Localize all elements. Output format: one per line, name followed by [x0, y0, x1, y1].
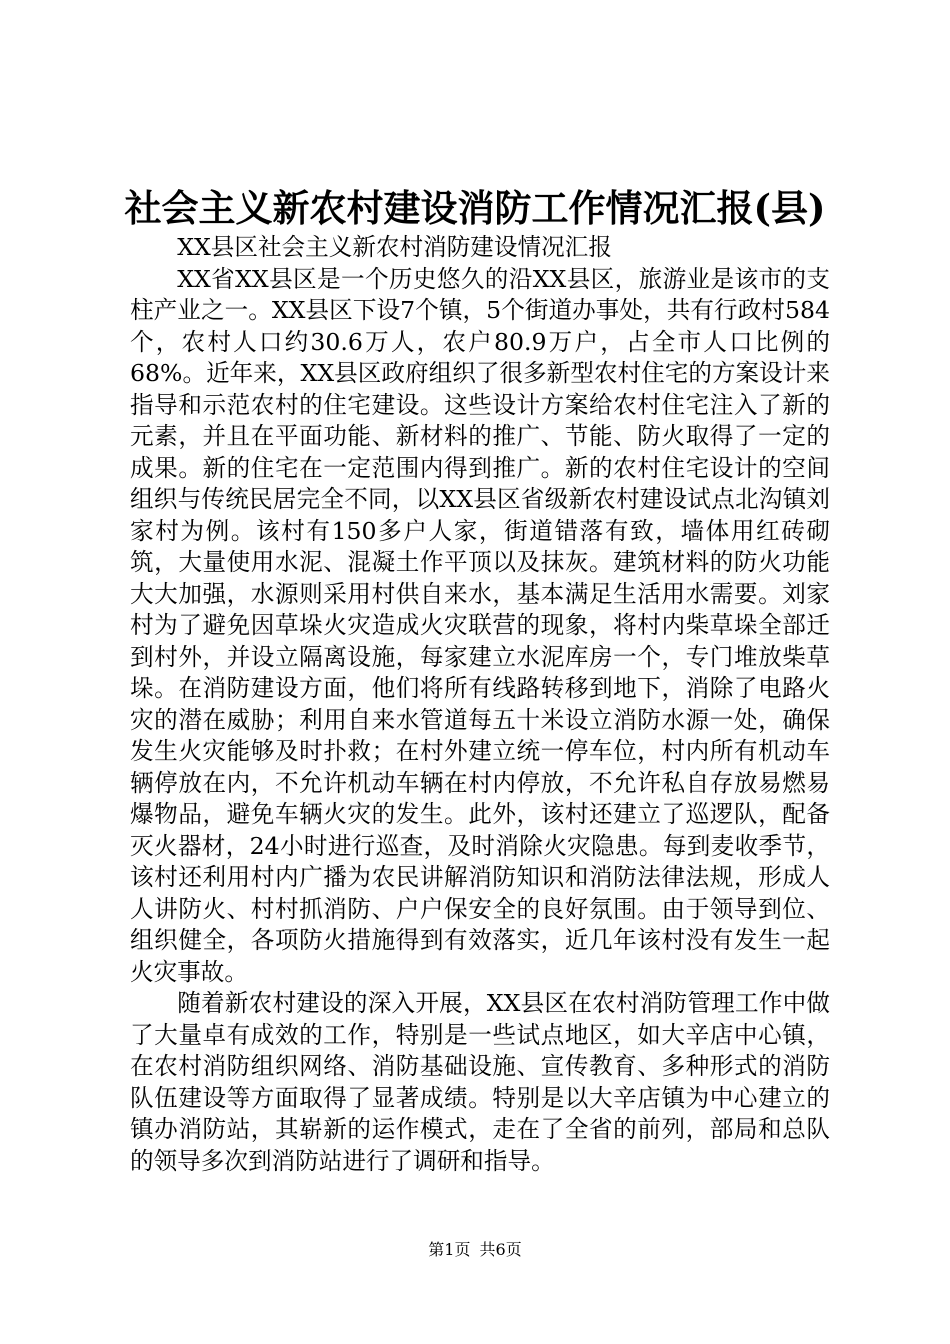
body-subtitle: XX县区社会主义新农村消防建设情况汇报 — [177, 233, 612, 261]
document-title: 社会主义新农村建设消防工作情况汇报(县) — [124, 186, 826, 230]
page-number: 第1页 — [428, 1240, 471, 1259]
document-body — [130, 232, 830, 1177]
page-total: 共6页 — [479, 1240, 522, 1259]
body-paragraph: XX省XX县区是一个历史悠久的沿XX县区，旅游业是该市的支柱产业之一。XX县区下设7个镇，5个街道办事处，共有行政村584个，农村人口约30.6万人，农户80.9万户，占全市人口比例的68%。近年来，XX县区政府组织了很多新型农村住宅的方案设计来指导和示范农村的住宅建设。这些设计方案给农村住宅注入了新的元素，并且在平面功能、新材料的推广、节能、防火取得了一定的成果。新的住宅在一定范围内得到推广。新的农村住宅设计的空间组织与传统民居完全不同，以XX县区省级新农村建设试点北沟镇刘家村为例。该村有150多户人家，街道错落有致，墙体用红砖砌筑，大量使用水泥、混凝土作平顶以及抹灰。建筑材料的防火功能大大加强，水源则采用村供自来水，基本满足生活用水需要。刘家村为了避免因草垛火灾造成火灾联营的现象，将村内柴草垛全部迁到村外，并设立隔离设施，每家建立水泥库房一个，专门堆放柴草垛。在消防建设方面，他们将所有线路转移到地下，消除了电路火灾的潜在威胁；利用自来水管道每五十米设立消防水源一处，确保发生火灾能够及时扑救；在村外建立统一停车位，村内所有机动车辆停放在内，不允许机动车辆在村内停放，不允许私自存放易燃易爆物品，避免车辆火灾的发生。此外，该村还建立了巡逻队，配备灭火器材，24小时进行巡查，及时消除火灾隐患。每到麦收季节，该村还利用村内广播为农民讲解消防知识和消防法律法规，形成人人讲防火、村村抓消防、户户保安全的良好氛围。由于领导到位、组织健全，各项防火措施得到有效落实，近几年该村没有发生一起火灾事故。 — [130, 264, 830, 986]
page-footer — [0, 1240, 950, 1260]
body-paragraph: 随着新农村建设的深入开展，XX县区在农村消防管理工作中做了大量卓有成效的工作，特别是一些试点地区，如大辛店中心镇，在农村消防组织网络、消防基础设施、宣传教育、多种形式的消防队伍建设等方面取得了显著成绩。特别是以大辛店镇为中心建立的镇办消防站，其崭新的运作模式，走在了全省的前列，部局和总队的领导多次到消防站进行了调研和指导。 — [130, 989, 830, 1175]
